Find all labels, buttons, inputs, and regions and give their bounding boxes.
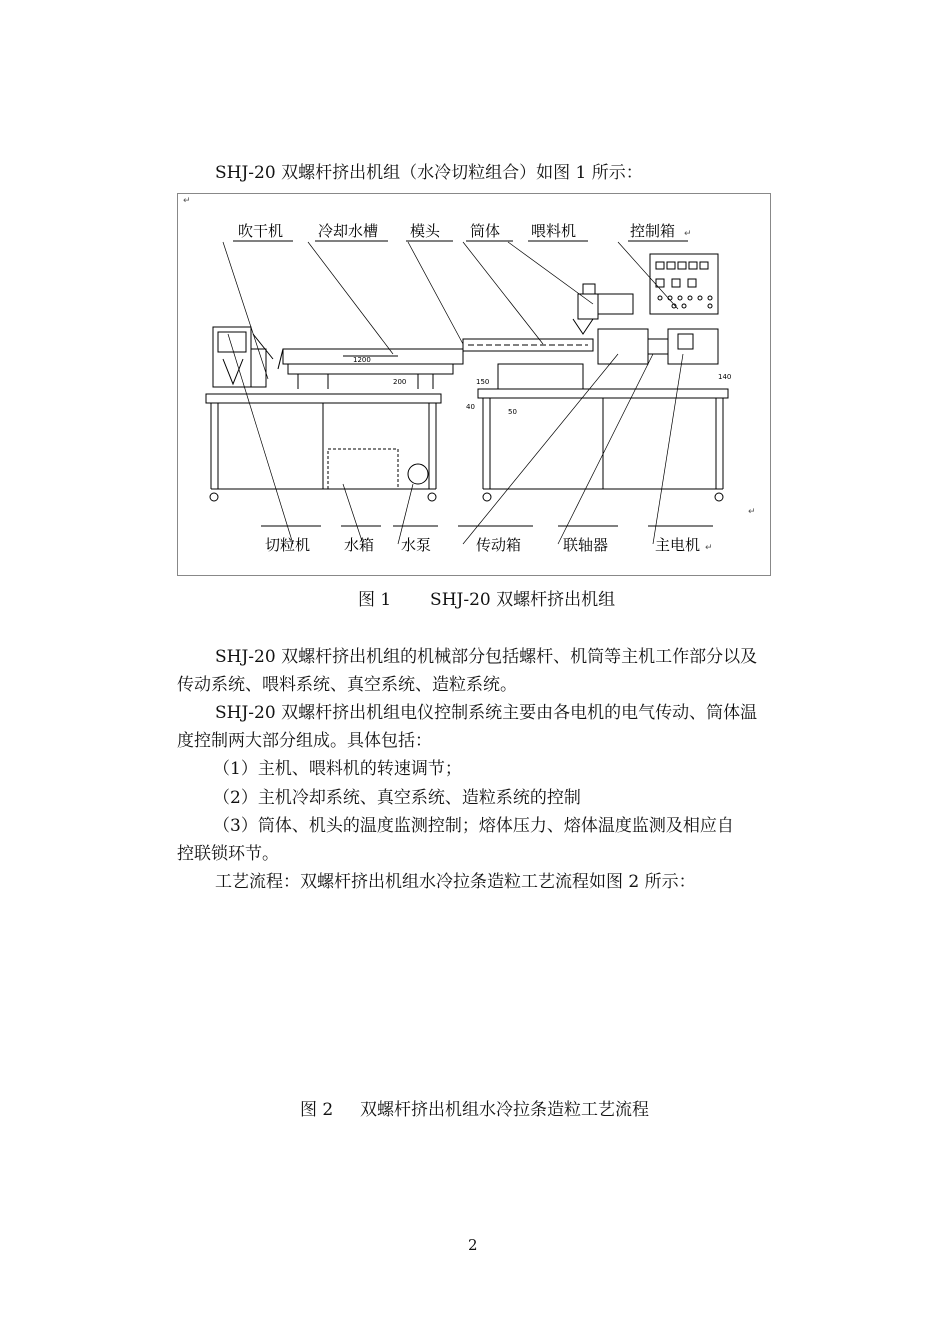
- cooling-tank: [278, 349, 463, 389]
- bottom-labels: [261, 526, 713, 554]
- svg-text:↵: ↵: [183, 196, 191, 206]
- label-cooling-tank: 冷却水槽: [318, 222, 379, 240]
- list-item-3-line-2: 控联锁环节。: [177, 844, 279, 864]
- left-table: [206, 394, 441, 501]
- svg-text:150: 150: [476, 378, 490, 386]
- svg-text:40: 40: [466, 403, 475, 411]
- top-labels: [233, 222, 692, 241]
- figure-2-caption-number: 图 2: [300, 1100, 334, 1120]
- process-flow-line: 工艺流程：双螺杆挤出机组水冷拉条造粒工艺流程如图 2 所示：: [215, 872, 696, 892]
- label-feeder: 喂料机: [531, 222, 577, 240]
- label-main-motor: 主电机: [655, 536, 701, 554]
- svg-text:50: 50: [508, 408, 517, 416]
- paragraph-1-line-1: SHJ-20 双螺杆挤出机组的机械部分包括螺杆、机筒等主机工作部分以及: [215, 647, 758, 667]
- label-control-box: 控制箱: [630, 222, 676, 240]
- list-item-1: （1）主机、喂料机的转速调节；: [213, 759, 462, 779]
- paragraph-2-line-2: 度控制两大部分组成。具体包括：: [177, 731, 432, 751]
- svg-text:↵: ↵: [684, 229, 692, 239]
- label-pelletizer: 切粒机: [265, 536, 311, 554]
- figure-1-extruder-diagram: [177, 193, 771, 576]
- figure-1-caption-text: SHJ-20 双螺杆挤出机组: [430, 590, 616, 610]
- label-water-tank: 水箱: [344, 536, 375, 554]
- figure-1-caption-number: 图 1: [358, 590, 392, 610]
- figure-1-caption: [358, 589, 615, 611]
- label-coupling: 联轴器: [563, 536, 609, 554]
- extruder-schematic: [178, 194, 770, 575]
- label-gearbox: 传动箱: [476, 536, 522, 554]
- svg-text:↵: ↵: [748, 507, 756, 517]
- svg-text:1200: 1200: [353, 356, 371, 364]
- svg-text:↵: ↵: [705, 543, 713, 553]
- paragraph-1-line-2: 传动系统、喂料系统、真空系统、造粒系统。: [177, 675, 517, 695]
- svg-text:140: 140: [718, 373, 732, 381]
- control-box-panel: [650, 254, 718, 314]
- svg-text:200: 200: [393, 378, 407, 386]
- label-water-pump: 水泵: [401, 536, 432, 554]
- pelletizer-unit: [213, 327, 273, 387]
- list-item-2: （2）主机冷却系统、真空系统、造粒系统的控制: [213, 788, 581, 808]
- label-die-head: 模头: [410, 222, 441, 240]
- page-number: 2: [468, 1236, 478, 1254]
- label-blower-dryer: 吹干机: [238, 222, 284, 240]
- figure-2-caption: [300, 1099, 649, 1121]
- intro-line: SHJ-20 双螺杆挤出机组（水冷切粒组合）如图 1 所示：: [215, 163, 643, 183]
- paragraph-2-line-1: SHJ-20 双螺杆挤出机组电仪控制系统主要由各电机的电气传动、筒体温: [215, 703, 758, 723]
- list-item-3-line-1: （3）筒体、机头的温度监测控制；熔体压力、熔体温度监测及相应自: [213, 816, 734, 836]
- label-barrel: 筒体: [470, 222, 501, 240]
- figure-2-caption-text: 双螺杆挤出机组水冷拉条造粒工艺流程: [360, 1100, 650, 1120]
